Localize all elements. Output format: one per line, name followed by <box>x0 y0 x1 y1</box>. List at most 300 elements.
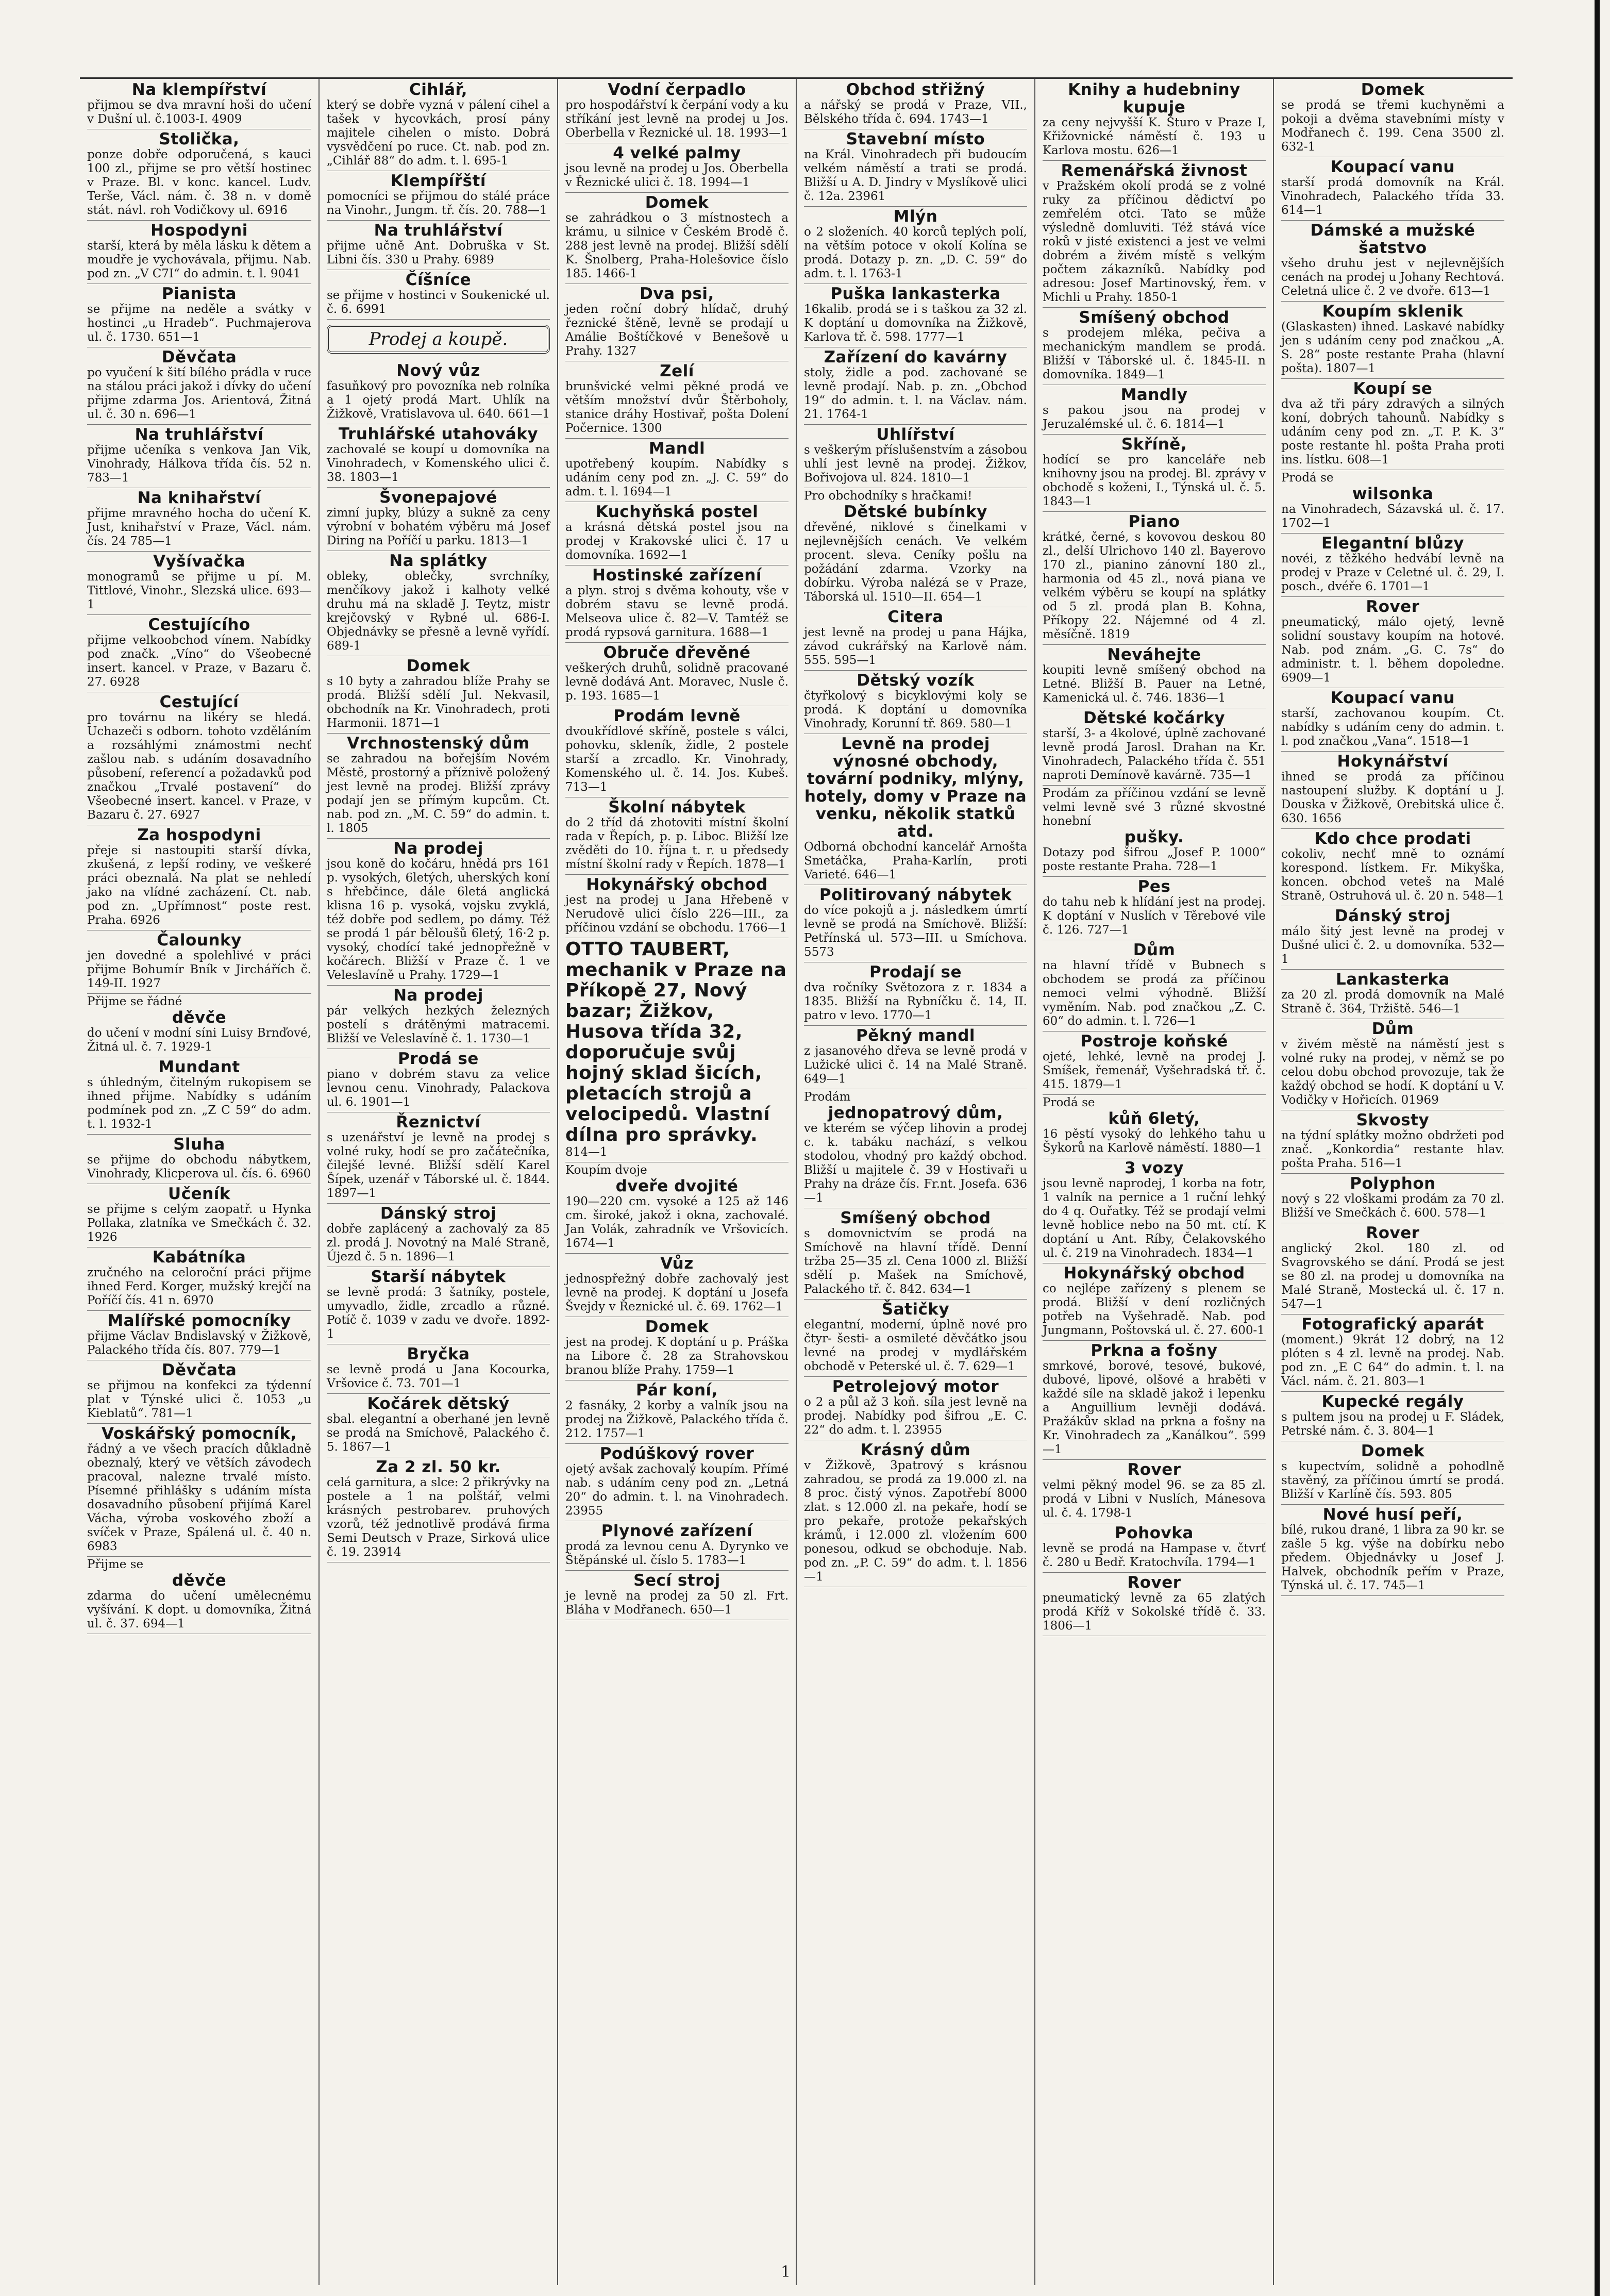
ad-body: elegantní, moderní, úplně nové pro čtyr- šesti- a osmileté děvčátko jsou levné na prodej v mydlářském obchodě v Peterské ul. č. 7. 629—1 <box>804 1318 1027 1373</box>
ad-headline: Puška lankasterka <box>830 285 1001 303</box>
ad-headline: Bryčka <box>407 1345 470 1363</box>
classified-ad <box>1043 708 1266 786</box>
classified-ad <box>87 615 311 692</box>
classified-ad <box>565 1254 789 1317</box>
ad-body: 190—220 cm. vysoké a 125 až 146 cm. široké, jakož i okna, zachovalé. Jan Volák, zahradník ve Vršovicích. 1674—1 <box>565 1195 789 1250</box>
ad-headline: OTTO TAUBERT, mechanik v Praze na Příkopě 27, Nový bazar; Žižkov, Husova třída 32, doporučuje svůj hojný sklad šicích, pletacích strojů a velocipedů. Vlastní dílna pro správky. <box>565 939 787 1145</box>
column-4 <box>796 79 1034 2285</box>
ad-preline: Přijme se <box>87 1558 144 1571</box>
ad-body: bílé, rukou drané, 1 libra za 90 kr. se zašle 5 kg. výše na dobírku nebo předem. Objednávky u Josef J. Halvek, obchodník peřím v Praze, Týnská ul. č. 17. 745—1 <box>1281 1523 1504 1592</box>
ad-body: krátké, černé, s kovovou deskou 80 zl., delší Ulrichovo 140 zl. Bayerovo 170 zl., pianino zánovní 180 zl., harmonia od 45 zl., nová piana ve velkém výběru se koupí na splátky od 5 zl. prodá plan B. Kohna, Příkopy 22. Nájemné od 4 zl. měsíčně. 1819 <box>1043 530 1266 641</box>
ad-body: jest na prodej u Jana Hřebeně v Nerudově ulici číslo 226—III., za příčinou vzdání se obchodu. 1766—1 <box>565 893 789 935</box>
ad-body: jen dovedné a spolehlivé v práci přijme Bohumír Bník v Jirchářích č. 149-II. 1927 <box>87 949 311 990</box>
ad-body: za 20 zl. prodá domovník na Malé Straně č. 364, Tržiště. 546—1 <box>1281 988 1504 1016</box>
ad-headline: Pohovka <box>1115 1524 1194 1542</box>
classified-ad <box>327 424 550 488</box>
ad-body: Odborná obchodní kancelář Arnošta Smetáčka, Praha-Karlín, proti Varieté. 646—1 <box>804 840 1027 881</box>
classified-ad <box>565 284 789 361</box>
classified-ad <box>565 797 789 875</box>
ad-headline: Dva psi, <box>640 285 714 303</box>
classified-ad <box>87 1057 311 1135</box>
ad-body: na Král. Vinohradech při budoucím velkém náměstí a trati se prodá. Bližší u A. D. Jindry v Myslíkově ulici č. 12a. 23961 <box>804 148 1027 203</box>
ad-body: dva ročníky Světozora z r. 1834 a 1835. Bližší na Rybníčku č. 14, II. patro v levo. 1770—1 <box>804 981 1027 1022</box>
ad-body: přijme učeníka s venkova Jan Vik, Vinohrady, Hálkova třída čís. 52 n. 783—1 <box>87 443 311 485</box>
classified-ad <box>804 1377 1027 1440</box>
classified-ad <box>1281 1110 1504 1174</box>
classified-ad <box>1043 1341 1266 1460</box>
ad-headline: Obchod střižný <box>846 80 985 99</box>
classified-ad <box>1043 1158 1266 1263</box>
ad-body: s domovnictvím se prodá na Smíchově na hlavní třídě. Denní tržba 25—35 zl. Cena 1000 zl. Bližší sdělí p. Mašek na Smíchově, Palackého tř. č. 842. 634—1 <box>804 1227 1027 1296</box>
ad-headline: Rover <box>1127 1573 1181 1592</box>
classified-ad <box>87 1247 311 1311</box>
ad-headline: Prkna a fošny <box>1091 1341 1218 1360</box>
classified-ad <box>1043 161 1266 308</box>
ad-headline: Za 2 zl. 50 kr. <box>376 1458 501 1476</box>
classified-ad <box>87 1424 311 1557</box>
ad-headline: Skvosty <box>1356 1111 1430 1129</box>
classified-ad <box>327 270 550 320</box>
ad-headline: Na prodej <box>393 986 483 1005</box>
classified-ad <box>565 565 789 643</box>
classified-columns <box>80 77 1513 2285</box>
ad-headline: Nový vůz <box>396 361 480 380</box>
ad-headline: Stolička, <box>159 130 240 148</box>
ad-body: s pultem jsou na prodej u F. Sládek, Petrské nám. č. 3. 804—1 <box>1281 1410 1504 1438</box>
ad-body: jest levně na prodej u pana Hájka, závod cukrářský na Karlově nám. 555. 595—1 <box>804 626 1027 667</box>
classified-ad <box>327 1049 550 1112</box>
ad-body: dva až tři páry zdravých a silných koní, dobrých tahounů. Nabídky s udáním ceny pod zn. „T. P. K. 3“ poste restante hl. pošta Praha proti ins. lístku. 608—1 <box>1281 397 1504 467</box>
ad-headline: Zelí <box>660 362 694 380</box>
ad-headline: Učeník <box>168 1185 230 1203</box>
classified-ad <box>87 552 311 615</box>
classified-ad <box>1281 1174 1504 1223</box>
ad-body: do více pokojů a j. následkem úmrtí levně se prodá na Smíchově. Bližší: Petřínská ul. 573—III. u Smíchova. 5573 <box>804 904 1027 959</box>
ad-body: pneumatický, málo ojetý, levně solidní soustavy koupím na hotové. Nab. pod znám. „G. C. 7s“ do administr. t. l. během dopoledne. 6909—1 <box>1281 615 1504 685</box>
column-1 <box>80 79 318 2285</box>
ad-headline: Petrolejový motor <box>832 1377 999 1396</box>
ad-body: pomocníci se přijmou do stálé práce na Vinohr., Jungm. tř. čís. 20. 788—1 <box>327 190 550 217</box>
ad-headline: Na knihařství <box>137 489 261 507</box>
ad-body: všeho druhu jest v nejlevnějších cenách na prodej u Johany Rechtová. Celetná ulice č. 2 ve dvoře. 613—1 <box>1281 257 1504 298</box>
ad-headline: Levně na prodej výnosné obchody, tovární podniky, mlýny, hotely, domy v Praze na venku, několik statků atd. <box>804 735 1027 841</box>
classified-ad <box>1281 906 1504 970</box>
ad-headline: Remenářská živnost <box>1061 161 1248 180</box>
ad-body: v živém městě na náměstí jest s volné ruky na prodej, v němž se po celou dobu obchod provozuje, tak že každý obchod se hodí. K doptání u V. Vodičky v Hořicích. 01969 <box>1281 1038 1504 1107</box>
ad-body: pneumatický levně za 65 zlatých prodá Kříž v Sokolské třídě č. 33. 1806—1 <box>1043 1591 1266 1633</box>
ad-headline: Starší nábytek <box>371 1268 506 1286</box>
ad-body: o 2 a půl až 3 koň. síla jest levně na prodej. Nabídky pod šifrou „E. C. 22“ do adm. t. l. 23955 <box>804 1395 1027 1437</box>
classified-ad <box>565 1444 789 1521</box>
ad-body: prodá za levnou cenu A. Dyrynko ve Štěpánské ul. číslo 5. 1783—1 <box>565 1540 789 1567</box>
classified-ad <box>1281 970 1504 1019</box>
ad-headline: Kabátníka <box>152 1248 246 1267</box>
ad-body: zimní jupky, blúzy a sukně za ceny výrobní v bohatém výběru má Josef Diring na Poříčí u parku. 1813—1 <box>327 506 550 547</box>
ad-body: pár velkých hezkých železných postelí s drátěnými matracemi. Bližší ve Veleslavíně č. 1. 1730—1 <box>327 1004 550 1045</box>
ad-body: dvoukřídlové skříně, postele s válci, pohovku, skleník, židle, 2 postele starší a zrcadlo. Kr. Vinohrady, Komenského ul. č. 14. Jos. Kubeš. 713—1 <box>565 725 789 794</box>
classified-ad <box>87 1360 311 1424</box>
classified-ad <box>1043 385 1266 435</box>
ad-body: s prodejem mléka, pečiva a mechanickým mandlem se prodá. Bližší v Táborské ul. č. 1845-II. n domovníka. 1849—1 <box>1043 326 1266 381</box>
ad-headline: jednopatrový dům, <box>828 1104 1003 1122</box>
ad-body: se levně prodá u Jana Kocourka, Vršovice č. 73. 701—1 <box>327 1363 550 1390</box>
ad-body: anglický 2kol. 180 zl. od Svagrovského se dání. Prodá se jest se 80 zl. na prodej u domovníka na Malé Straně, Mostecká ul. č. 17 n. 547—1 <box>1281 1242 1504 1311</box>
classified-ad <box>327 1344 550 1394</box>
classified-ad <box>1281 1019 1504 1110</box>
classified-ad <box>87 80 311 129</box>
classified-ad <box>327 80 550 171</box>
ad-body: za ceny nejvyšší K. Šturo v Praze I, Křižovnické náměstí č. 193 u Karlova mostu. 626—1 <box>1043 116 1266 157</box>
classified-ad <box>565 439 789 502</box>
ad-headline: Smíšený obchod <box>840 1209 991 1227</box>
column-3 <box>557 79 796 2285</box>
classified-ad <box>1043 645 1266 708</box>
classified-ad <box>804 734 1027 885</box>
classified-ad <box>327 171 550 221</box>
ad-body: přijmou se dva mravní hoši do učení v Dušní ul. č.1003-I. 4909 <box>87 98 311 126</box>
ad-headline: Elegantní blůzy <box>1321 534 1464 553</box>
ad-headline: Školní nábytek <box>608 798 746 817</box>
ad-headline: Pár koní, <box>636 1381 718 1400</box>
ad-body: a nářský se prodá v Praze, VII., Bělského třída č. 694. 1743—1 <box>804 98 1027 126</box>
ad-headline: Švonepajové <box>379 488 497 507</box>
ad-headline: Domek <box>645 193 709 212</box>
newspaper-page <box>80 77 1513 2284</box>
ad-headline: Mandl <box>648 439 706 458</box>
ad-body: dřevěné, niklové s činelkami v nejlevnějších cenách. Ve velkém procent. sleva. Ceníky pošlu na požádání zdarma. Vzorky na dobírku. Výroba nalézá se v Praze, Táborská ul. 1510—II. 654—1 <box>804 521 1027 604</box>
ad-headline: Dětské kočárky <box>1083 709 1226 727</box>
classified-ad <box>1281 1441 1504 1505</box>
ad-headline: Skříně, <box>1121 435 1187 454</box>
ad-headline: Voskářský pomocník, <box>102 1424 297 1443</box>
ad-body: 814—1 <box>565 1145 608 1159</box>
ad-body: který se dobře vyzná v pálení cihel a tašek v hycovkách, prosí pány majitele cihelen o místo. Dobrá vysvědčení po ruce. Ct. nab. pod zn. „Cihlář 88“ do adm. t. l. 695-1 <box>327 98 550 168</box>
ad-body: jsou koně do kočáru, hnědá prs 161 p. vysokých, 6letých, uherských koní s hřebčince, dále 6letá anglická klisna 16 p. vysoká, vojsku zvyklá, též dobře pod sedlem, po dámy. Též se prodá 1 pár běloušů 6letý, 16·2 p. vysoký, chodící také jednopřežně v kočárech. Bližší v Praze č. 1 ve Veleslavíně u Prahy. 1729—1 <box>327 857 550 982</box>
classified-ad <box>1281 302 1504 379</box>
ad-body: 16kalib. prodá se i s taškou za 32 zl. K doptání u domovníka na Žižkově, Karlova tř. č. 598. 1777—1 <box>804 303 1027 344</box>
ad-body: málo šitý jest levně na prodej v Dušné ulici č. 2. u domovníka. 532—1 <box>1281 925 1504 966</box>
ad-body: řádný a ve všech pracích důkladně obeznalý, který ve větších závodech pracoval, nalezne trvalé místo. Písemné přihlášky s udáním místa dosavadního působení přijímá Karel Vácha, výroba voskového zboží a svíček v Praze, Spálená ul. č. 40 n. 6983 <box>87 1442 311 1553</box>
ad-headline: Kuchyňská postel <box>595 503 759 521</box>
ad-headline: Knihy a hudebniny kupuje <box>1068 80 1240 117</box>
ad-headline: Na truhlářství <box>135 425 264 444</box>
ad-headline: Neváhejte <box>1107 645 1201 664</box>
ad-body: piano v dobrém stavu za velice levnou cenu. Vinohrady, Palackova ul. 6. 1901—1 <box>327 1068 550 1109</box>
ad-headline: Dánský stroj <box>380 1204 497 1223</box>
classified-ad <box>804 80 1027 129</box>
ad-body: do 2 tříd dá zhotoviti místní školní rada v Řepích, p. p. Liboc. Bližší lze zvěděti do 10. října t. r. u předsedy místní školní rady v Řepích. 1878—1 <box>565 816 789 871</box>
ad-headline: Dánský stroj <box>1334 907 1451 925</box>
ad-headline: Koupím sklenik <box>1322 302 1464 321</box>
ad-headline: Cestující <box>159 693 239 711</box>
classified-ad <box>565 1521 789 1571</box>
classified-ad <box>87 1135 311 1184</box>
ad-headline: Uhlířství <box>876 425 955 444</box>
classified-ad <box>87 425 311 488</box>
ad-headline: Šatičky <box>881 1300 950 1319</box>
ad-headline: Dům <box>1371 1020 1414 1038</box>
ad-headline: Kočárek dětský <box>367 1394 510 1413</box>
ad-preline: Přijme se řádné <box>87 995 182 1008</box>
ad-headline: Stavební místo <box>846 130 985 148</box>
ad-headline: Malířské pomocníky <box>107 1311 291 1330</box>
ad-body: přeje si nastoupiti starší dívka, zkušená, z lepší rodiny, ve veškeré práci obeznalá. Na plat se nehledí jako na vlídné zacházení. Ct. nab. pod zn. „Upřímnost“ poste rest. Praha. 6926 <box>87 844 311 927</box>
ad-headline: Krásný dům <box>860 1441 971 1459</box>
classified-ad <box>565 1380 789 1444</box>
classified-ad <box>804 1440 1027 1587</box>
ad-headline: Plynové zařízení <box>601 1522 753 1540</box>
ad-headline: Na prodej <box>393 839 483 858</box>
classified-ad <box>87 347 311 425</box>
ad-headline: Rover <box>1127 1460 1181 1479</box>
ad-headline: Hospodyni <box>150 221 248 240</box>
ad-headline: dveře dvojité <box>615 1177 739 1195</box>
ad-body: do tahu neb k hlídání jest na prodej. K doptání v Nuslích v Těrebové vile č. 126. 727—1 <box>1043 895 1266 937</box>
classified-ad <box>1043 1573 1266 1636</box>
ad-headline: Rover <box>1366 1224 1420 1242</box>
ad-body: se přijme do obchodu nábytkem, Vinohrady, Klicperova ul. čís. 6. 6960 <box>87 1153 311 1180</box>
classified-ad <box>327 656 550 734</box>
classified-ad <box>804 1089 1027 1208</box>
ad-headline: Domek <box>1361 80 1425 99</box>
ad-body: stoly, židle a pod. zachované se levně prodají. Nab. p. zn. „Obchod 19“ do admin. t. l. na Václav. nám. 21. 1764-1 <box>804 366 1027 421</box>
ad-headline: Koupací vanu <box>1330 158 1455 176</box>
ad-headline: pušky. <box>1124 828 1184 846</box>
classified-ad <box>1281 1505 1504 1596</box>
ad-headline: Smíšený obchod <box>1079 308 1230 327</box>
ad-headline: Pes <box>1137 877 1171 896</box>
classified-ad <box>804 1300 1027 1377</box>
ad-headline: děvče <box>172 1571 227 1590</box>
ad-body: na týdní splátky možno obdržeti pod znač. „Konkordia“ restante hlav. pošta Praha. 516—1 <box>1281 1129 1504 1170</box>
classified-ad <box>1043 940 1266 1031</box>
ad-headline: Truhlářské utahováky <box>338 425 539 443</box>
classified-ad <box>804 129 1027 207</box>
ad-preline: Pro obchodníky s hračkami! <box>804 489 972 503</box>
ad-body: a krásná dětská postel jsou na prodej v Krakovské ulici č. 17 u domovníka. 1692—1 <box>565 521 789 562</box>
ad-body: přijme velkoobchod vínem. Nabídky pod značk. „Víno“ do Všeobecné insert. kancel. v Praze, v Bazaru č. 27. 6928 <box>87 634 311 689</box>
ad-body: sbal. elegantní a oberhané jen levně se prodá na Smíchově, Palackého č. 5. 1867—1 <box>327 1412 550 1454</box>
classified-ad <box>565 143 789 193</box>
ad-headline: Vodní čerpadlo <box>608 80 746 99</box>
classified-ad <box>1043 1523 1266 1573</box>
ad-headline: Prodám levně <box>613 707 741 725</box>
ad-headline: Čalounky <box>157 931 242 950</box>
classified-ad <box>87 692 311 825</box>
ad-headline: Polyphon <box>1350 1174 1436 1193</box>
ad-headline: Mandly <box>1120 386 1188 404</box>
ad-headline: Dům <box>1133 941 1176 959</box>
classified-ad <box>1281 597 1504 688</box>
classified-ad <box>87 221 311 284</box>
ad-headline: Hokynářský obchod <box>586 875 768 894</box>
ad-headline: Domek <box>645 1318 709 1336</box>
ad-headline: Dětský vozík <box>857 671 975 690</box>
classified-ad <box>327 1394 550 1457</box>
ad-headline: Klempířští <box>391 172 486 190</box>
ad-body: cokoliv, nechť mně to oznámí korespond. lístkem. Fr. Mikyška, koncen. obchod veteš na Malé Straně, Ostruhová ul. č. 20 n. 548—1 <box>1281 847 1504 903</box>
ad-body: zručného na celoroční práci přijme ihned Ferd. Korger, mužský krejčí na Poříčí čís. 41 n. 6970 <box>87 1266 311 1307</box>
ad-body: upotřebený koupím. Nabídky s udáním ceny pod zn. „J. C. 59“ do adm. t. l. 1694—1 <box>565 457 789 498</box>
column-6 <box>1273 79 1512 2285</box>
ad-body: do učení v modní síni Luisy Brnďové, Žitná ul. č. 7. 1929-1 <box>87 1026 311 1054</box>
page-mark: 1 <box>781 2263 791 2281</box>
classified-ad <box>565 643 789 706</box>
ad-body: (moment.) 9krát 12 dobrý, na 12 plóten s 4 zl. levně na prodej. Nab. pod zn. „E C 64“ do admin. t. l. na Václ. nám. č. 21. 803—1 <box>1281 1333 1504 1388</box>
ad-headline: 4 velké palmy <box>613 144 741 162</box>
classified-ad <box>804 885 1027 962</box>
ad-headline: Kdo chce prodati <box>1314 829 1471 848</box>
classified-ad <box>1281 752 1504 829</box>
ad-headline: Domek <box>406 657 471 675</box>
ad-headline: Rover <box>1366 597 1420 616</box>
ad-body: se přijme s celým zaopatř. u Hynka Pollaka, zlatníka ve Smečkách č. 32. 1926 <box>87 1203 311 1244</box>
ad-body: starší, zachovanou koupím. Ct. nabídky s udáním ceny do admin. t. l. pod značkou „Vana“. 1518—1 <box>1281 707 1504 748</box>
classified-ad <box>1281 1223 1504 1315</box>
classified-ad <box>327 551 550 656</box>
classified-ad <box>1043 877 1266 940</box>
ad-body: pro továrnu na likéry se hledá. Uchazeči s odborn. tohoto vzděláním a rozsáhlými známostmi nechť zašlou nab. s udáním dosavadního působení, referencí a požadavků pod značkou „Trvalé postavení“ do Všeobecné insert. kancel. v Praze, v Bazaru č. 27. 6927 <box>87 711 311 822</box>
ad-headline: Cestujícího <box>148 615 250 634</box>
ad-headline: Na truhlářství <box>374 221 503 240</box>
classified-ad <box>327 221 550 270</box>
ad-headline: wilsonka <box>1352 485 1434 503</box>
ad-body: se prodá se třemi kuchyněmi a pokoji a dvěma stavebními místy v Modřanech č. 199. Cena 3500 zl. 632-1 <box>1281 98 1504 154</box>
ad-body: nový s 22 vloškami prodám za 70 zl. Bližší ve Smečkách č. 600. 578—1 <box>1281 1192 1504 1220</box>
ad-headline: Prodá se <box>398 1050 479 1068</box>
classified-ad <box>565 1571 789 1620</box>
classified-ad <box>565 361 789 439</box>
ad-headline: Citera <box>887 608 944 626</box>
ad-headline: Na splátky <box>389 552 488 570</box>
ad-headline: Dámské a mužské šatstvo <box>1310 221 1475 257</box>
classified-ad <box>1043 1031 1266 1095</box>
classified-ad <box>327 839 550 986</box>
ad-body: ojeté, lehké, levně na prodej J. Smíšek, řemenář, Vyšehradská tř. č. 415. 1879—1 <box>1043 1050 1266 1091</box>
ad-headline: Hostinské zařízení <box>592 566 762 585</box>
ad-body: v Pražském okolí prodá se z volné ruky za příčinou dědictví po zemřelém otci. Tato se může výsledně domluviti. Též stává více roků v jisté existenci a jest ve velmi dobrém a živém místě s velkým počtem zákazníků. Nabídky pod adresou: Josef Martinovský, řem. v Michli u Prahy. 1850-1 <box>1043 179 1266 304</box>
ad-body: starší prodá domovník na Král. Vinohradech, Palackého třída 33. 614—1 <box>1281 176 1504 217</box>
classified-ad <box>565 502 789 565</box>
ad-body: starší, která by měla lásku k dětem a moudře je vychovávala, přijmu. Nab. pod zn. „V C7I“ do admin. t. l. 9041 <box>87 239 311 280</box>
classified-ad <box>565 1317 789 1380</box>
ad-body: koupiti levně smíšený obchod na Letné. Bližší B. Pauer na Letné, Kamenická ul. č. 746. 1836—1 <box>1043 663 1266 705</box>
ad-preline: Prodá se <box>1043 1096 1095 1109</box>
classified-ad <box>87 488 311 552</box>
classified-ad <box>804 347 1027 425</box>
ad-headline: Sluha <box>173 1135 225 1154</box>
ad-body: smrkové, borové, tesové, bukové, dubové, lipové, olšové a hraběti v každé síle na skladě jakož i lepenku a Anguillium levněji dodává. Pražákův sklad na prkna a fošny na Kr. Vinohradech za „Kanálkou“. 599—1 <box>1043 1359 1266 1456</box>
classified-ad <box>565 706 789 797</box>
ad-body: s veškerým příslušenstvím a zásobou uhlí jest levně na prodej. Žižkov, Bořivojova ul. 824. 1810—1 <box>804 443 1027 485</box>
ad-headline: Politirovaný nábytek <box>819 886 1012 904</box>
ad-headline: Cihlář, <box>409 80 467 99</box>
classified-ad <box>565 938 789 1162</box>
classified-ad <box>804 607 1027 671</box>
ad-headline: Secí stroj <box>633 1571 720 1590</box>
ad-body: celá garnitura, a slce: 2 přikrývky na postele a 1 na polštář, velmi krásných pestrobarev. pruhových vzorů, též jednotlivě prodává firma Semi Deutsch v Praze, Sirková ulice č. 19. 23914 <box>327 1476 550 1559</box>
ad-body: 2 fasnáky, 2 korby a valník jsou na prodej na Žižkově, Palackého třída č. 212. 1757—1 <box>565 1399 789 1440</box>
ad-headline: Postroje koňské <box>1080 1032 1228 1051</box>
classified-ad <box>565 80 789 143</box>
classified-ad <box>1043 1263 1266 1341</box>
ad-body: zachovalé se koupí u domovníka na Vinohradech, v Komenského ulici č. 38. 1803—1 <box>327 443 550 484</box>
classified-ad <box>804 1208 1027 1300</box>
classified-ad <box>327 1457 550 1562</box>
ad-body: čtyřkolový s bicyklovými koly se prodá. K doptání u domovníka Vinohrady, Korunní tř. 869. 580—1 <box>804 689 1027 730</box>
classified-ad <box>1043 1460 1266 1523</box>
ad-headline: Vůz <box>660 1254 694 1273</box>
classified-ad <box>1281 829 1504 906</box>
ad-body: přijme mravného hocha do učení K. Just, knihařství v Praze, Václ. nám. čís. 24 785—1 <box>87 507 311 548</box>
ad-body: se přijme v hostinci v Soukenické ul. č. 6. 6991 <box>327 289 550 316</box>
ad-body: jednospřežný dobře zachovalý jest levně na prodej. K doptání u Josefa Švejdy v Řeznické ul. č. 69. 1762—1 <box>565 1272 789 1313</box>
ad-headline: Dětské bubínky <box>844 503 987 521</box>
ad-headline: Děvčata <box>161 1361 237 1379</box>
ad-body: s uzenářství je levně na prodej s volné ruky, hodí se pro začátečníka, čilejšé levné. Bližší sdělí Karel Šípek, uzenář v Táborské ul. č. 1844. 1897—1 <box>327 1131 550 1200</box>
ad-headline: Prodají se <box>869 963 962 981</box>
ad-headline: Vrchnostenský dům <box>347 734 530 753</box>
ad-body: s 10 byty a zahradou blíže Prahy se prodá. Bližší sdělí Jul. Nekvasil, obchodník na Kr. Vinohradech, proti Harmonii. 1871—1 <box>327 675 550 730</box>
classified-ad <box>327 361 550 424</box>
classified-ad <box>327 986 550 1049</box>
classified-ad <box>327 1112 550 1204</box>
scan-edge <box>1595 0 1600 2296</box>
classified-ad <box>1043 80 1266 161</box>
ad-body: o 2 složeních. 40 korců teplých polí, na větším potoce v okolí Kolína se prodá. Dotazy p. zn. „D. C. 59“ do adm. t. l. 1763-1 <box>804 225 1027 280</box>
ad-headline: Řeznictví <box>396 1113 481 1132</box>
ad-headline: Koupí se <box>1353 379 1433 398</box>
ad-headline: Hokynářský obchod <box>1063 1264 1245 1283</box>
ad-headline: Pěkný mandl <box>856 1026 976 1045</box>
classified-ad <box>1281 157 1504 221</box>
classified-ad <box>804 962 1027 1026</box>
classified-ad <box>87 1184 311 1247</box>
classified-ad <box>87 994 311 1057</box>
ad-preline: Prodám <box>804 1090 851 1104</box>
ad-body: zdarma do učení umělecnému vyšívání. K dopt. u domovníka, Žitná ul. č. 37. 694—1 <box>87 1589 311 1631</box>
ad-body: z jasanového dřeva se levně prodá v Lužické ulici č. 14 na Malé Straně. 649—1 <box>804 1044 1027 1086</box>
classified-ad <box>1043 308 1266 385</box>
ad-body: po vyučení k šití bílého prádla v ruce na stálou práci jakož i dívky do učení přijme zdarma Jos. Arientová, Žitná ul. č. 30 n. 696—1 <box>87 366 311 421</box>
ad-body: 16 pěstí vysoký do lehkého tahu u Šykorů na Karlově náměstí. 1880—1 <box>1043 1127 1266 1155</box>
classified-ad <box>804 425 1027 488</box>
ad-preline: Koupím dvoje <box>565 1163 647 1177</box>
ad-headline: Číšníce <box>405 271 472 289</box>
ad-headline: kůň 6letý, <box>1108 1109 1200 1128</box>
classified-ad <box>1281 534 1504 597</box>
ad-body: na hlavní třídě v Bubnech s obchodem se prodá za příčinou nemoci velmi výhodně. Bližší vyměním. Nab. pod značkou „Z. C. 60“ do admin. t. l. 726—1 <box>1043 959 1266 1028</box>
ad-headline: Děvčata <box>161 348 237 367</box>
classified-ad <box>327 1267 550 1344</box>
ad-body: ihned se prodá za příčinou nastoupení služby. K doptání u J. Douska v Žižkově, Orebitská ulice č. 630. 1656 <box>1281 770 1504 825</box>
ad-body: starší, 3- a 4kolové, úplně zachované levně prodá Jarosl. Drahan na Kr. Vinohradech, Palackého třída č. 551 naproti Demínově kavárně. 735—1 <box>1043 727 1266 782</box>
classified-ad <box>327 488 550 551</box>
ad-body: v Žižkově, 3patrový s krásnou zahradou, se prodá za 19.000 zl. na 8 proc. čistý výnos. Zapotřebí 8000 zlat. s 12.000 zl. na pekaře, hodí se pro pekaře, protože pekařských krámů, i 12.000 zl. vložením 600 ponesou, odkud se obchoduje. Nab. pod zn. „P. C. 59“ do adm. t. l. 1856—1 <box>804 1459 1027 1584</box>
ad-body: a plyn. stroj s dvěma kohouty, vše v dobrém stavu se levně prodá. Melseova ulice č. 82—V. Tamtéž se prodá rypsová garnitura. 1688—1 <box>565 584 789 639</box>
ad-headline: Hokynářství <box>1337 752 1449 771</box>
ad-body: ponze dobře odporučená, s kauci 100 zl., přijme se pro větší hostinec v Praze. Bl. v konc. kancel. Ludv. Terše, Václ. nám. č. 38 n. v domě stát. návl. roh Vodičkovy ul. 6916 <box>87 148 311 217</box>
classified-ad <box>1043 435 1266 512</box>
ad-body: jeden roční dobrý hlídač, druhý řeznické štěně, levně se prodají u Amálie Boštíčkové v Benešově u Prahy. 1327 <box>565 303 789 358</box>
ad-body: se přijme na neděle a svátky v hostinci „u Hradeb“. Puchmajerova ul. č. 1730. 651—1 <box>87 303 311 344</box>
classified-ad <box>565 193 789 284</box>
ad-headline: Obruče dřevěné <box>603 643 751 662</box>
ad-body: co nejlépe zařízený s plenem se prodá. Bližší v dení rozličných potřeb na Vyšehradě. Nab. pod Jungmann, Poštovská ul. č. 27. 600-1 <box>1043 1282 1266 1337</box>
ad-headline: děvče <box>172 1008 227 1027</box>
classified-ad <box>804 671 1027 734</box>
ad-body: s pakou jsou na prodej v Jeruzalémské ul. č. 6. 1814—1 <box>1043 404 1266 431</box>
